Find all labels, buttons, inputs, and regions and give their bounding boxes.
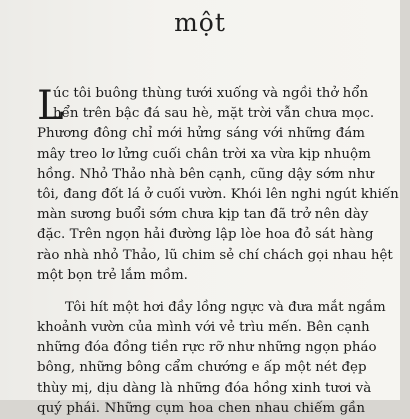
text-line: tôi, đang đốt lá ở cuối vườn. Khói lên nghi ngút khiến [37, 186, 399, 202]
text-line: bông, những bông cẩm chướng e ấp một nét đẹp [37, 360, 367, 376]
text-line: quý phái. Những cụm hoa chen nhau chiếm gần [37, 400, 365, 416]
paragraph-gap [37, 286, 365, 298]
text-line: khoảnh vườn của mình với vẻ trìu mến. Bên cạnh [37, 320, 370, 336]
text-line: một bọn trẻ lắm mồm. [37, 267, 188, 283]
text-line: Phương đông chỉ mới hửng sáng với những đám [37, 126, 365, 142]
text-line: thùy mị, dịu dàng là những đóa hồng xinh tươi và [37, 380, 372, 396]
text-line: úc tôi buông thùng tưới xuống và ngồi thở hổn [53, 86, 369, 101]
body-text [37, 84, 399, 419]
text-line: rào nhà nhỏ Thảo, lũ chim sẻ chí chách gọi nhau hệt [37, 247, 393, 263]
chapter-title: một [174, 8, 226, 37]
paragraph-2 [37, 298, 386, 419]
text-line: mây treo lơ lửng cuối chân trời xa vừa kịp nhuộm [37, 146, 371, 162]
text-line: hồng. Nhỏ Thảo nhà bên cạnh, cũng dậy sớm như [37, 166, 374, 182]
text-line: hển trên bậc đá sau hè, mặt trời vẫn chưa mọc. [53, 106, 375, 122]
text-line: đặc. Trên ngọn hải đường lập lòe hoa đỏ sát hàng [37, 227, 374, 243]
text-line: Tôi hít một hơi đầy lồng ngực và đưa mắt ngắm [65, 299, 386, 315]
text-line: những đóa đồng tiền rực rỡ như những ngọn pháo [37, 340, 377, 356]
paragraph-1 [37, 84, 399, 286]
text-line: màn sương buổi sớm chưa kịp tan đã trở nên dày [37, 207, 369, 223]
drop-cap: L [37, 83, 64, 129]
